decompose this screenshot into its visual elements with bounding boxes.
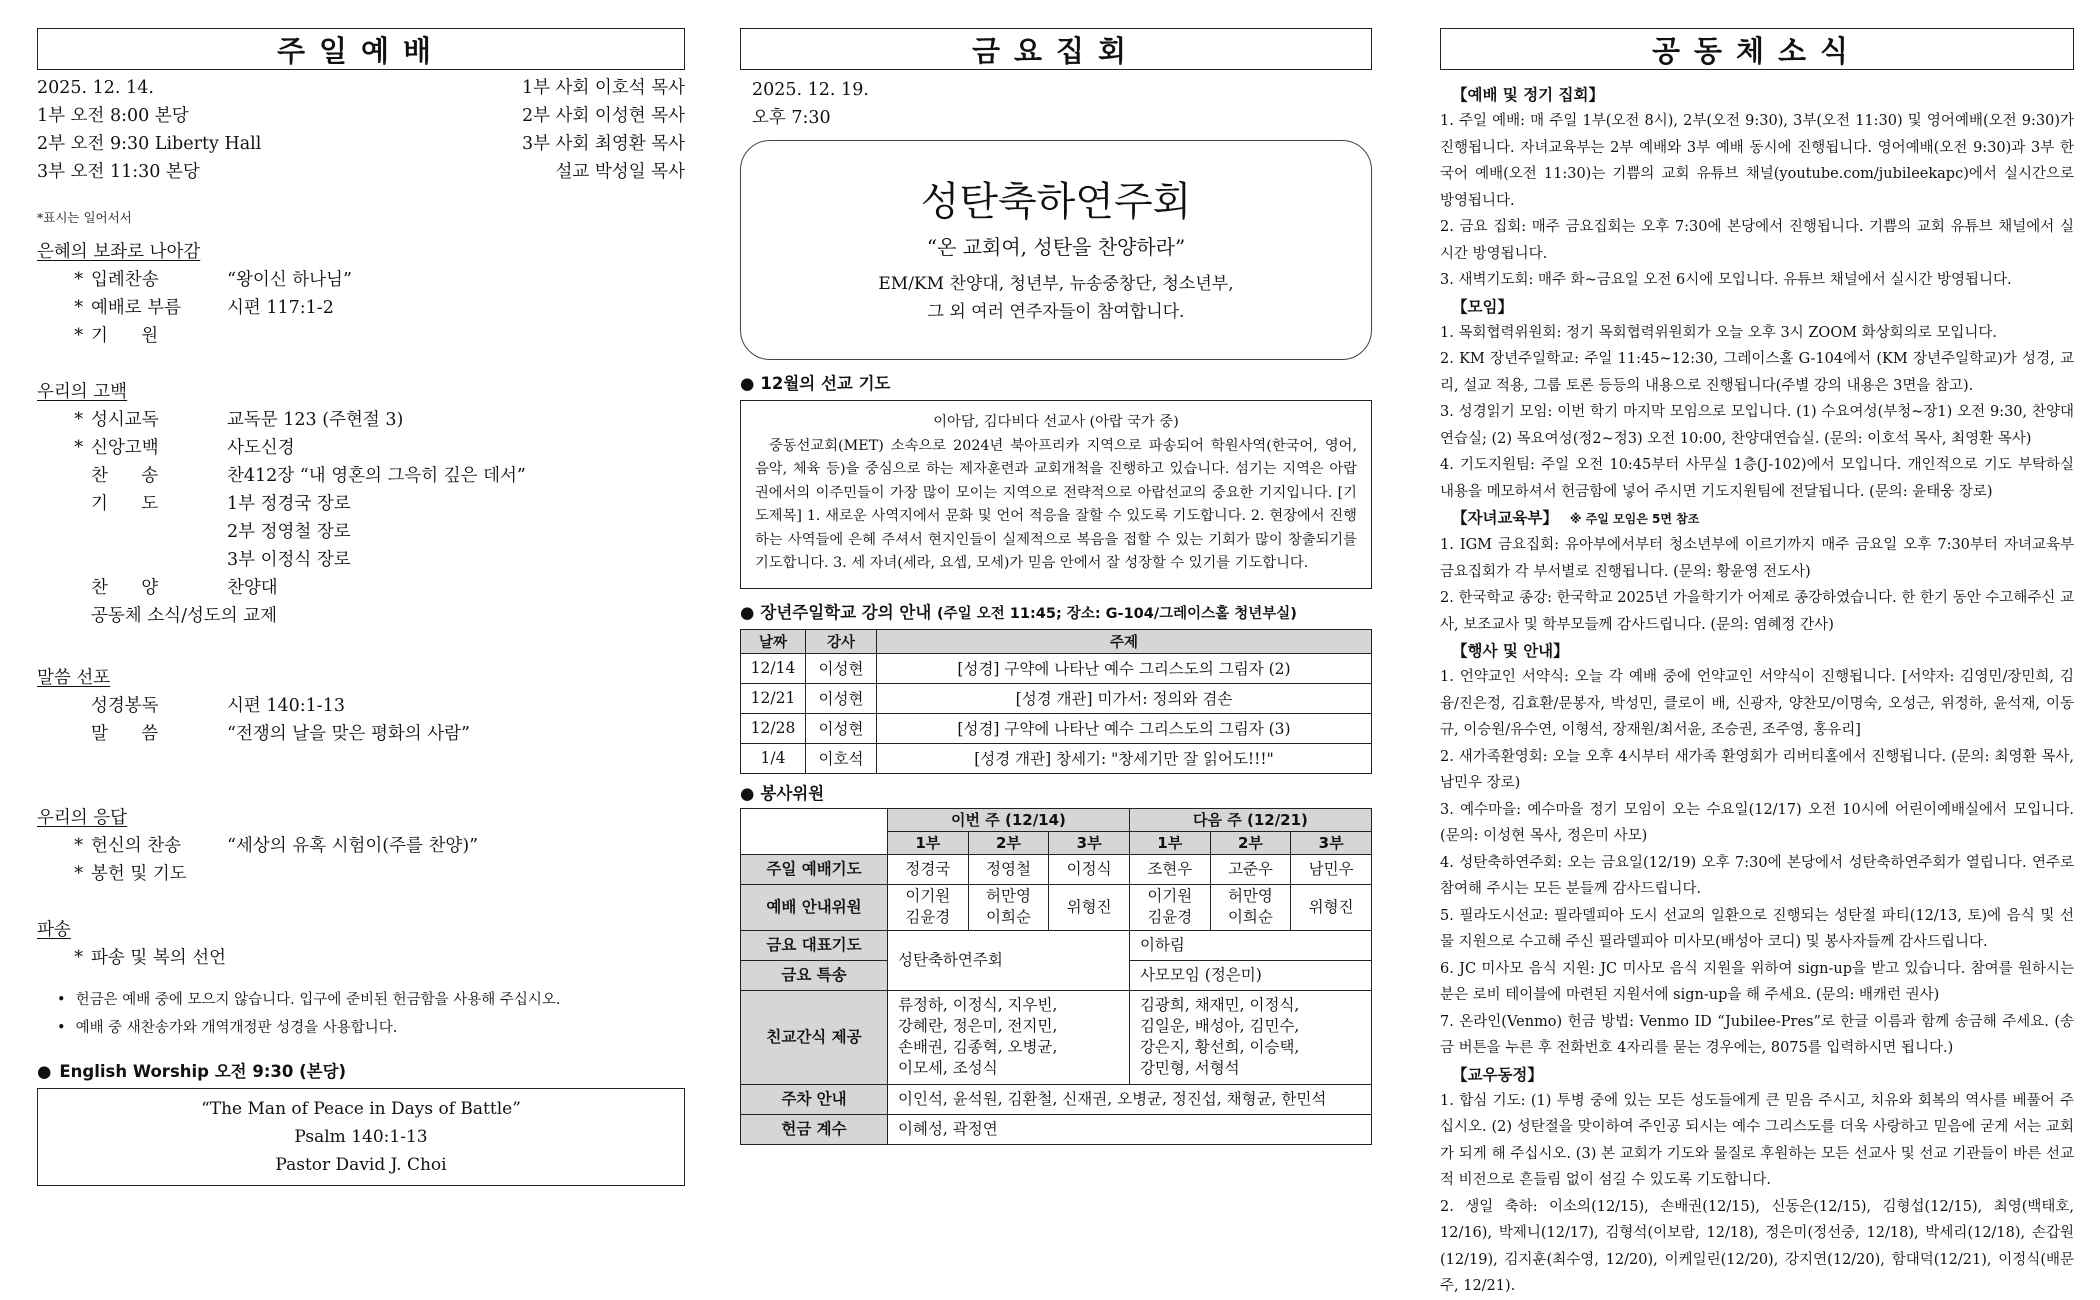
news-item: 2. 생일 축하: 이소의(12/15), 손배권(12/15), 신동은(12/15), 김형섭(12/15), 최영(백태호, 12/16), 박제니(12/17), 김형석(이보람, 12/18), 정은미(정선중, 12/18), 박세리(12/18), 손갑원(12/19), 김지훈(최수영, 12/20), 이케일린(12/20), 강지연(12/20), 함대덕(12/21), 이정식(배문주, 12/21). — [1440, 1198, 2074, 1294]
english-scripture: Psalm 140:1-13 — [294, 1127, 428, 1147]
part-header: 2부 — [968, 831, 1049, 854]
volunteer-cell: 정영철 — [968, 854, 1049, 884]
english-sermon-title: “The Man of Peace in Days of Battle” — [201, 1099, 521, 1119]
news-item: 4. 성탄축하연주회: 오는 금요일(12/19) 오후 7:30에 본당에서 성탄축하연주회가 열립니다. 연주로 참여해 주시는 모든 분들께 감사드립니다. — [1440, 854, 2074, 897]
offering-note: • 헌금은 예배 중에 모으지 않습니다. 입구에 준비된 헌금함을 사용해 주십시오. — [37, 986, 685, 1014]
snack-next-week: 김광희, 채재민, 이정식, 김일운, 배성아, 김민수, 강은지, 황선희, 이승택, 강민형, 서형석 — [1129, 990, 1371, 1084]
col-speaker: 강사 — [806, 629, 877, 653]
part-header: 1부 — [888, 831, 969, 854]
news-item: 2. KM 장년주일학교: 주일 11:45~12:30, 그레이스홀 G-104에서 (KM 장년주일학교)가 성경, 교리, 설교 적용, 그룹 토론 등등의 내용으로 진행됩니다(주별 강의 내용은 3면을 참고). — [1440, 351, 2074, 394]
volunteer-cell: 남민우 — [1291, 854, 1372, 884]
news-item: 2. 새가족환영회: 오늘 오후 4시부터 새가족 환영회가 리버티홀에서 진행됩니다. (문의: 최영환 목사, 남민우 장로) — [1440, 748, 2074, 791]
concert-subtitle: “온 교회여, 성탄을 찬양하라” — [926, 235, 1186, 259]
news-item: 4. 기도지원팀: 주일 오전 10:45부터 사무실 1층(J-102)에서 모입니다. 개인적으로 기도 부탁하실 내용을 메모하셔서 헌금함에 넣어 주시면 기도지원팀에 전달됩니다. (문의: 윤태웅 장로) — [1440, 457, 2074, 500]
lecture-row — [741, 713, 1372, 743]
worship-item-name: 신앙고백 — [91, 438, 159, 458]
worship-item-name: 파송 및 복의 선언 — [91, 948, 227, 968]
parking-row — [741, 1084, 1372, 1114]
concert-title: 성탄축하연주회 — [920, 179, 1192, 225]
standing-mark: * — [74, 270, 83, 290]
lecture-date: 12/21 — [741, 683, 806, 713]
worship-item-name: 성경봉독 — [91, 696, 159, 716]
lecture-date: 12/14 — [741, 653, 806, 683]
worship-item-value: 1부 정경국 장로 — [227, 494, 351, 514]
standing-mark: * — [74, 410, 83, 430]
lecture-title: ● 장년주일학교 강의 안내 (주일 오전 11:45; 장소: G-104/그레이스홀 청년부실) — [740, 602, 1297, 622]
next-week-header: 다음 주 (12/21) — [1129, 808, 1371, 831]
worship-item-value — [227, 860, 685, 888]
worship-item-name: 봉헌 및 기도 — [91, 864, 187, 884]
news-heading: 【모임】 — [1452, 297, 1513, 316]
lecture-speaker: 이성현 — [806, 683, 877, 713]
news-heading: 【자녀교육부】 ※ 주일 모임은 5면 참조 — [1452, 509, 1700, 527]
worship-item-name: 찬 송 — [91, 466, 159, 486]
section-gap — [37, 630, 685, 646]
worship-item — [37, 574, 685, 602]
concert-box — [740, 140, 1372, 360]
lecture-header-row — [741, 629, 1372, 653]
worship-item-name: 공동체 소식/성도의 교제 — [91, 606, 278, 626]
news-item: 1. 목회협력위원회: 정기 목회협력위원회가 오늘 오후 3시 ZOOM 화상회의로 모입니다. — [1440, 324, 1997, 341]
friday-date: 2025. 12. 19. — [752, 80, 869, 100]
offering-count-row — [741, 1114, 1372, 1144]
english-worship-title: ● English Worship 오전 9:30 (본당) — [37, 1062, 347, 1081]
volunteer-week-row — [741, 808, 1372, 831]
standing-mark — [37, 490, 83, 518]
community-column — [1440, 28, 2074, 1300]
lecture-row — [741, 653, 1372, 683]
friday-next-prayer: 이하림 — [1129, 930, 1371, 960]
worship-item-value: “전쟁의 날을 맞은 평화의 사람” — [227, 724, 471, 744]
news-item: 2. 한국학교 종강: 한국학교 2025년 가을학기가 어제로 종강하였습니다. 한 한기 동안 수고해주신 교사, 보조교사 및 학부모들께 감사드립니다. (문의: 염혜정 간사) — [1440, 590, 2074, 633]
volunteer-cell: 조현우 — [1129, 854, 1210, 884]
worship-item — [37, 832, 685, 860]
volunteer-cell: 이정식 — [1049, 854, 1130, 884]
standing-mark: * — [74, 298, 83, 318]
lecture-speaker: 이성현 — [806, 713, 877, 743]
worship-item — [37, 462, 685, 490]
worship-item — [37, 720, 685, 748]
section-gap — [37, 350, 685, 366]
mission-prayer-box — [740, 400, 1372, 589]
lecture-date: 12/28 — [741, 713, 806, 743]
worship-item-name: 예배로 부름 — [91, 298, 182, 318]
volunteer-table — [740, 808, 1372, 1145]
news-item: 2. 금요 집회: 매주 금요집회는 오후 7:30에 본당에서 진행됩니다. 기쁨의 교회 유튜브 채널에서 실시간 방영됩니다. — [1440, 219, 2074, 262]
standing-mark: * — [74, 438, 83, 458]
worship-section-title: 파송 — [37, 920, 71, 940]
news-item: 5. 필라도시선교: 필라델피아 도시 선교의 일환으로 진행되는 성탄절 파티(12/13, 토)에 음식 및 선물 지원으로 수고해 주신 필라델피아 미사모(배성아 코디) 및 봉사자들께 감사드립니다. — [1440, 907, 2074, 950]
service-time: 3부 오전 11:30 본당 — [37, 162, 200, 182]
worship-item-name — [83, 546, 227, 574]
part-header: 3부 — [1049, 831, 1130, 854]
standing-note: *표시는 일어서서 — [37, 210, 132, 225]
news-item: 3. 성경읽기 모임: 이번 학기 마지막 모임으로 모입니다. (1) 수요여성(부청~장1) 오전 9:30, 찬양대연습실; (2) 목요여성(정2~정3) 오전 10:00, 찬양대연습실. (문의: 이호석 목사, 최영환 목사) — [1440, 404, 2074, 447]
news-item: 1. 합심 기도: (1) 투병 중에 있는 모든 성도들에게 큰 믿음 주시고, 치유와 회복의 역사를 베풀어 주십시오. (2) 성탄절을 맞이하여 주인공 되시는 예수 그리스도를 더욱 사랑하고 믿음에 굳게 서는 교회가 되게 해 주십시오. (3) 본 교회가 기도와 물질로 후원하는 모든 선교사 및 선교 기관들이 바른 선교적 비전으로 흔들림 없이 섬길 수 있도록 기도합니다. — [1440, 1092, 2074, 1188]
order-of-worship — [37, 238, 685, 972]
col-date: 날짜 — [741, 629, 806, 653]
col-topic: 주제 — [877, 629, 1372, 653]
worship-item — [37, 860, 685, 888]
worship-item-value: “세상의 유혹 시험이(주를 찬양)” — [227, 836, 479, 856]
news-heading-note: ※ 주일 모임은 5면 참조 — [1569, 512, 1700, 526]
worship-item-value — [277, 602, 685, 630]
snack-row — [741, 990, 1372, 1084]
worship-item-name: 찬 양 — [91, 578, 159, 598]
lecture-date: 1/4 — [741, 743, 806, 773]
friday-next-special: 사모모임 (정은미) — [1129, 960, 1371, 990]
standing-mark — [37, 692, 83, 720]
concert-description: EM/KM 찬양대, 청년부, 뉴송중창단, 청소년부, 그 외 여러 연주자들이 참여합니다. — [878, 274, 1234, 322]
news-item: 1. IGM 금요집회: 유아부에서부터 청소년부에 이르기까지 매주 금요일 오후 7:30부터 자녀교육부 금요집회가 각 부서별로 진행됩니다. (문의: 황윤영 전도사) — [1440, 537, 2074, 580]
sunday-column — [37, 28, 685, 1186]
worship-item — [37, 692, 685, 720]
parking-volunteers: 이인석, 윤석원, 김환철, 신재권, 오병균, 정진섭, 채형균, 한민석 — [888, 1084, 1372, 1114]
news-item: 1. 주일 예배: 매 주일 1부(오전 8시), 2부(오전 9:30), 3부(오전 11:30) 및 영어예배(오전 9:30)가 진행됩니다. 자녀교육부는 2부 예배와 3부 예배 동시에 진행됩니다. 영어예배(오전 9:30)과 3부 한국어 예배(오전 11:30)는 기쁨의 교회 유튜브 채널(youtube.com/jubileekapc)에서 실시간으로 방영됩니다. — [1440, 113, 2074, 209]
worship-item — [37, 944, 685, 972]
worship-item — [37, 518, 685, 546]
leader: 1부 사회 이호석 목사 — [521, 78, 685, 98]
sunday-info — [37, 74, 685, 186]
sunday-header: 주일예배 — [37, 28, 685, 70]
lecture-speaker: 이호석 — [806, 743, 877, 773]
worship-section-title: 우리의 고백 — [37, 382, 128, 402]
lecture-topic: [성경] 구약에 나타난 예수 그리스도의 그림자 (3) — [877, 713, 1372, 743]
bible-note: • 예배 중 새찬송가와 개역개정판 성경을 사용합니다. — [37, 1014, 685, 1042]
friday-prayer-row — [741, 930, 1372, 960]
friday-this-week: 성탄축하연주회 — [888, 930, 1130, 990]
volunteer-cell: 이기원 김윤경 — [1129, 884, 1210, 930]
lecture-topic: [성경 개관] 미가서: 정의와 겸손 — [877, 683, 1372, 713]
standing-mark — [37, 462, 83, 490]
this-week-header: 이번 주 (12/14) — [888, 808, 1130, 831]
lecture-topic: [성경] 구약에 나타난 예수 그리스도의 그림자 (2) — [877, 653, 1372, 683]
news-item: 3. 예수마을: 예수마을 정기 모임이 오는 수요일(12/17) 오전 10시에 어린이예배실에서 모입니다. (문의: 이성현 목사, 정은미 사모) — [1440, 801, 2074, 844]
mission-prayer-title: ● 12월의 선교 기도 — [740, 374, 891, 393]
standing-mark: * — [74, 864, 83, 884]
volunteer-title: ● 봉사위원 — [740, 783, 825, 803]
news-item: 1. 언약교인 서약식: 오늘 각 예배 중에 언약교인 서약식이 진행됩니다. [서약자: 김영민/장민희, 김융/진은정, 김효환/문봉자, 박성민, 클로이 배, 신광자, 양찬모/이명숙, 오성근, 위정하, 윤석재, 이동규, 이승원/유수연, 이형석, 장재원/최서윤, 조승권, 조주영, 홍유리] — [1440, 669, 2074, 738]
sunday-prayer-row — [741, 854, 1372, 884]
worship-item-name: 입례찬송 — [91, 270, 159, 290]
volunteer-cell: 위형진 — [1291, 884, 1372, 930]
lecture-speaker: 이성현 — [806, 653, 877, 683]
worship-item — [37, 322, 685, 350]
worship-section-title: 우리의 응답 — [37, 808, 128, 828]
friday-column — [740, 28, 1372, 1145]
worship-item-value: “왕이신 하나님” — [227, 270, 352, 290]
row-label: 금요 특송 — [741, 960, 888, 990]
row-label: 친교간식 제공 — [741, 990, 888, 1084]
worship-item-value: 찬412장 “내 영혼의 그윽히 깊은 데서” — [227, 466, 526, 486]
worship-item-value: 2부 정영철 장로 — [227, 522, 351, 542]
row-label: 예배 안내위원 — [741, 884, 888, 930]
standing-mark — [37, 720, 83, 748]
english-worship-box — [37, 1088, 685, 1186]
service-time: 2부 오전 9:30 Liberty Hall — [37, 134, 262, 154]
part-header: 1부 — [1129, 831, 1210, 854]
worship-item-name: 성시교독 — [91, 410, 159, 430]
lecture-table — [740, 629, 1372, 774]
friday-info — [740, 76, 1372, 132]
mission-prayer-body: 중동선교회(MET) 소속으로 2024년 북아프리카 지역으로 파송되어 학원사역(한국어, 영어, 음악, 체육 등)을 중심으로 하는 제자훈련과 교회개척을 진행하고 있습니다. 섬기는 지역은 아랍권에서의 이주민들이 가장 많이 모이는 지역으로 전략적으로 아랍선교의 중요한 기지입니다. [기도제목] 1. 새로운 사역지에서 문화 및 언어 적응을 잘할 수 있도록 기도합니다. 2. 현장에서 진행하는 사역들에 은혜 주셔서 현지인들이 실제적으로 복음을 접할 수 있는 기회가 많이 창출되기를 기도합니다. 3. 세 자녀(세라, 요셉, 모세)가 믿음 안에서 잘 성장할 수 있기를 기도합니다. — [755, 437, 1357, 571]
lecture-row — [741, 743, 1372, 773]
worship-section-title: 은혜의 보좌로 나아감 — [37, 242, 201, 262]
standing-mark: * — [74, 836, 83, 856]
lecture-row — [741, 683, 1372, 713]
row-label: 헌금 계수 — [741, 1114, 888, 1144]
diagonal-cell — [741, 808, 888, 854]
volunteer-cell: 이기원 김윤경 — [888, 884, 969, 930]
volunteer-cell: 허만영 이희순 — [968, 884, 1049, 930]
service-time: 1부 오전 8:00 본당 — [37, 106, 189, 126]
community-news — [1440, 82, 2074, 1300]
offering-counters: 이혜성, 곽정연 — [888, 1114, 1372, 1144]
row-label: 주일 예배기도 — [741, 854, 888, 884]
sunday-date: 2025. 12. 14. — [37, 78, 154, 98]
worship-item-value: 시편 117:1-2 — [227, 298, 334, 318]
volunteer-cell: 정경국 — [888, 854, 969, 884]
news-heading: 【교우동정】 — [1452, 1065, 1543, 1084]
part-header: 2부 — [1210, 831, 1291, 854]
section-gap — [37, 748, 685, 764]
worship-item-value: 교독문 123 (주현절 3) — [227, 410, 404, 430]
news-item: 3. 새벽기도회: 매주 화~금요일 오전 6시에 모입니다. 유튜브 채널에서 실시간 방영됩니다. — [1440, 272, 2012, 288]
worship-item — [37, 406, 685, 434]
news-item: 6. JC 미사모 음식 지원: JC 미사모 음식 지원을 위하여 sign-up을 받고 있습니다. 참여를 원하시는 분은 로비 테이블에 마련된 지원서에 sign-up을 해 주세요. (문의: 배캐런 권사) — [1440, 960, 2074, 1003]
section-gap — [37, 888, 685, 904]
row-label: 금요 대표기도 — [741, 930, 888, 960]
worship-item-name: 기 도 — [91, 494, 159, 514]
friday-header: 금요집회 — [740, 28, 1372, 70]
sunday-leaders — [522, 74, 685, 186]
worship-item — [37, 546, 685, 574]
worship-item-value — [226, 944, 685, 972]
worship-item-name: 말 씀 — [91, 724, 159, 744]
worship-item — [37, 294, 685, 322]
standing-mark: * — [74, 948, 83, 968]
standing-mark — [37, 546, 83, 574]
standing-mark: * — [74, 326, 83, 346]
worship-item-name: 헌신의 찬송 — [91, 836, 182, 856]
worship-section-title: 말씀 선포 — [37, 668, 111, 688]
worship-item-name — [83, 518, 227, 546]
standing-mark — [37, 602, 83, 630]
missionary-name: 이아담, 김다비다 선교사 (아랍 국가 중) — [933, 414, 1179, 430]
usher-row — [741, 884, 1372, 930]
lecture-topic: [성경 개관] 창세기: "창세기만 잘 읽어도!!!" — [877, 743, 1372, 773]
standing-mark — [37, 574, 83, 602]
worship-item-value: 시편 140:1-13 — [227, 696, 345, 716]
english-preacher: Pastor David J. Choi — [275, 1155, 447, 1175]
standing-mark — [37, 518, 83, 546]
leader: 3부 사회 최영환 목사 — [521, 134, 685, 154]
community-header: 공동체소식 — [1440, 28, 2074, 70]
volunteer-cell: 고준우 — [1210, 854, 1291, 884]
leader: 설교 박성일 목사 — [555, 162, 685, 182]
snack-this-week: 류정하, 이정식, 지우빈, 강혜란, 정은미, 전지민, 손배권, 김종혁, 오병균, 이모세, 조성식 — [888, 990, 1130, 1084]
worship-item — [37, 602, 685, 630]
worship-item — [37, 434, 685, 462]
news-heading: 【행사 및 안내】 — [1452, 642, 1569, 660]
worship-item-value — [227, 322, 685, 350]
worship-item-value: 3부 이정식 장로 — [227, 550, 351, 570]
leader: 2부 사회 이성현 목사 — [521, 106, 685, 126]
news-heading: 【예배 및 정기 집회】 — [1452, 86, 1605, 104]
worship-item-value: 찬양대 — [227, 578, 278, 598]
worship-item — [37, 490, 685, 518]
worship-item-name: 기 원 — [91, 326, 159, 346]
friday-time: 오후 7:30 — [752, 108, 831, 128]
volunteer-cell: 허만영 이희순 — [1210, 884, 1291, 930]
row-label: 주차 안내 — [741, 1084, 888, 1114]
part-header: 3부 — [1291, 831, 1372, 854]
worship-item — [37, 266, 685, 294]
news-item: 7. 온라인(Venmo) 헌금 방법: Venmo ID “Jubilee-Pres”로 한글 이름과 함께 송금해 주세요. (송금 버튼을 누른 후 전화번호 4자리를 묻는 경우에는, 8075를 입력하시면 됩니다.) — [1440, 1013, 2074, 1056]
worship-item-value: 사도신경 — [227, 438, 295, 458]
volunteer-cell: 위형진 — [1049, 884, 1130, 930]
